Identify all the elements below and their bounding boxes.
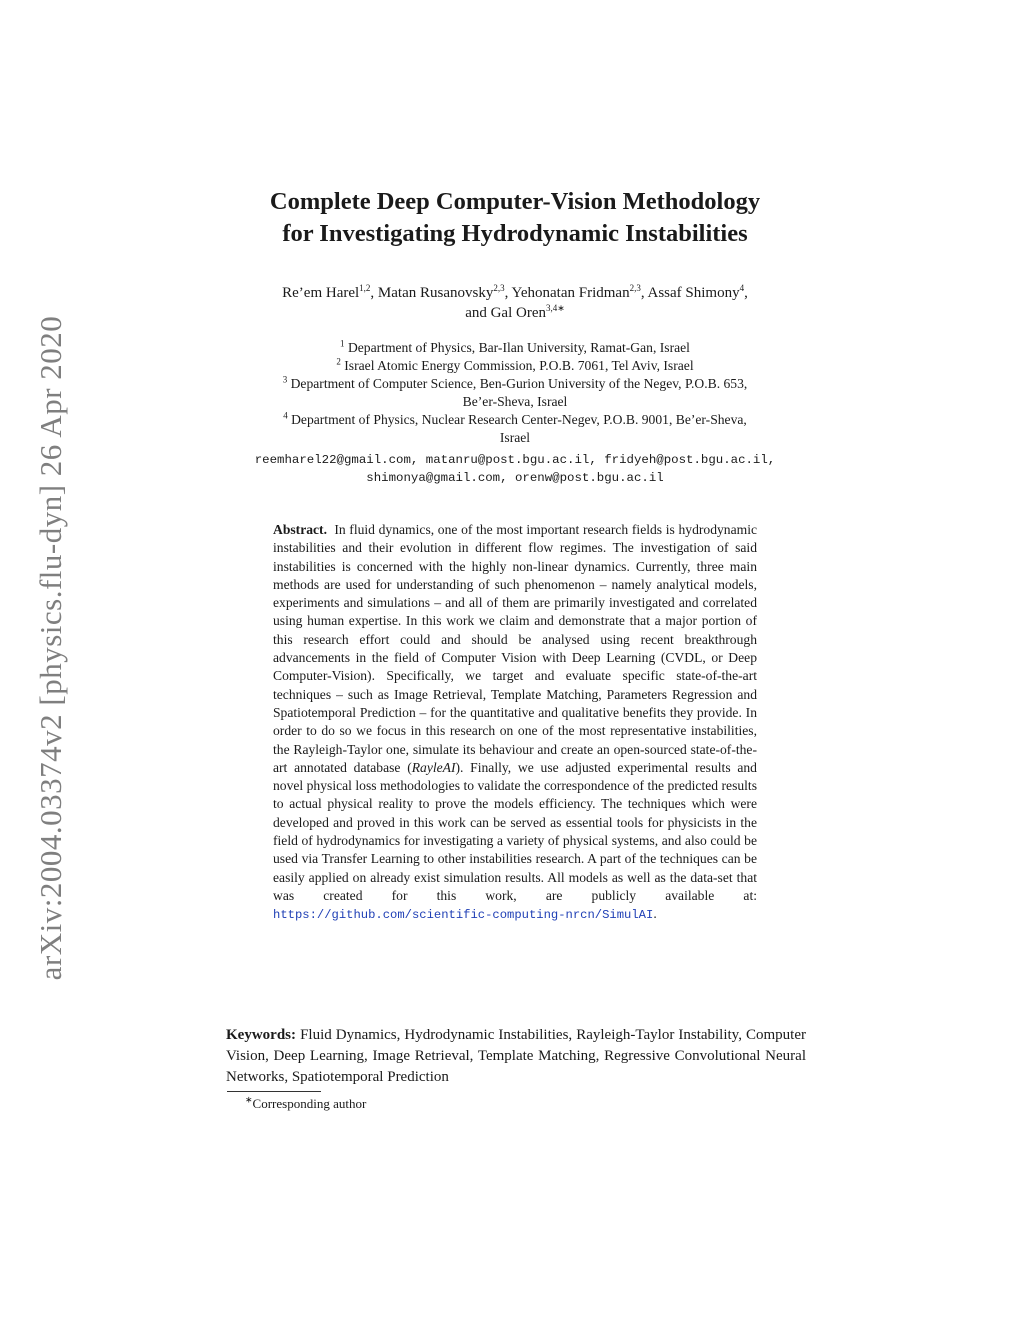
arxiv-identifier: arXiv:2004.03374v2 [physics.flu-dyn] 26 Apr 2020	[33, 315, 68, 981]
author-name: Re’em Harel	[282, 285, 360, 301]
abstract-label: Abstract.	[273, 522, 327, 537]
authors-line-1	[170, 283, 860, 303]
email-line-2: shimonya@gmail.com, orenw@post.bgu.ac.il	[366, 471, 664, 485]
footnote-text: Corresponding author	[252, 1096, 367, 1111]
keywords-label: Keywords:	[226, 1027, 296, 1043]
author-affil-sup: 2,3	[493, 283, 505, 293]
authors-line-2	[170, 303, 860, 323]
email-line-1: reemharel22@gmail.com, matanru@post.bgu.ac.il, fridyeh@post.bgu.ac.il,	[254, 453, 776, 467]
affiliation-text: Department of Physics, Nuclear Research Center-Negev, P.O.B. 9001, Be’er-Sheva,	[291, 412, 747, 427]
affiliation-number: 1	[340, 338, 345, 349]
affiliation-4-continued: Israel	[499, 430, 531, 445]
abstract-text-continued: ). Finally, we use adjusted experimental results and novel physical loss methodologies to validate the correspondence of the predicted results to actual physical reality to prove the models efficiency. The techniques which were developed and proved in this work can be served as essential tools for physicists in the field of hydrodynamics for investigating a variety of physical systems, and also could be used via Transfer Learning to other instabilities research. A part of the techniques can be easily applied on already exist simulation results. All models as well as the data-set that was created for this work, are publicly available at:	[273, 759, 757, 903]
title-line-1: Complete Deep Computer-Vision Methodology	[269, 188, 761, 215]
keywords-text: Fluid Dynamics, Hydrodynamic Instabilities, Rayleigh-Taylor Instability, Computer Vision, Deep Learning, Image Retrieval, Template Matching, Regressive Convolutional Neural Networks, Spatiotemporal Prediction	[226, 1027, 807, 1085]
paper-title	[150, 186, 880, 250]
author-affil-sup: 1,2	[359, 283, 371, 293]
author-name: , Assaf Shimony	[640, 285, 740, 301]
affiliation-text: Department of Computer Science, Ben-Gurion University of the Negev, P.O.B. 653,	[290, 376, 748, 391]
affiliation-text: Israel Atomic Energy Commission, P.O.B. 7061, Tel Aviv, Israel	[344, 358, 694, 373]
affiliation-3	[170, 375, 860, 393]
database-name: RayleAI	[411, 759, 456, 775]
abstract	[273, 521, 757, 925]
author-affil-sup: 4	[739, 283, 745, 293]
affiliation-2	[170, 357, 860, 375]
author-name: and Gal Oren	[465, 305, 546, 321]
affiliation-list	[170, 339, 860, 447]
author-name: , Matan Rusanovsky	[370, 285, 494, 301]
abstract-link-tail: .	[653, 906, 657, 922]
affiliation-4	[170, 411, 860, 429]
affiliation-3-continued: Be’er-Sheva, Israel	[462, 394, 568, 409]
affiliation-number: 2	[336, 356, 341, 367]
author-name: , Yehonatan Fridman	[504, 285, 630, 301]
author-separator: ,	[744, 285, 748, 301]
affiliation-text: Department of Physics, Bar-Ilan University, Ramat-Gan, Israel	[347, 340, 690, 355]
affiliation-number: 3	[282, 374, 288, 385]
abstract-text: In fluid dynamics, one of the most important research fields is hydrodynamic instabilities and their evolution in different flow regimes. The investigation of said instabilities is concerned with the highly non-linear dynamics. Currently, three main methods are used for understanding of such phenomenon – namely analytical models, experiments and simulations – and all of them are primarily investigated and correlated using human expertise. In this work we claim and demonstrate that a major portion of this research effort could and should be analysed using recent breakthrough advancements in the field of Computer Vision with Deep Learning (CVDL, or Deep Computer-Vision). Specifically, we target and evaluate specific state-of-the-art techniques – such as Image Retrieval, Template Matching, Parameters Regression and Spatiotemporal Prediction – for the quantitative and qualitative benefits they provide. In order to do so we focus in this research on one of the most representative instabilities, the Rayleigh-Taylor one, simulate its behaviour and create an open-sourced state-of-the-art annotated database (	[273, 522, 758, 775]
footnote	[245, 1095, 366, 1113]
keywords	[226, 1025, 806, 1088]
affiliation-1	[170, 339, 860, 357]
github-link[interactable]: https://github.com/scientific-computing-nrcn/SimulAI	[273, 908, 654, 923]
title-line-2: for Investigating Hydrodynamic Instabilities	[282, 220, 748, 247]
affiliation-number: 4	[283, 410, 288, 421]
author-list	[170, 283, 860, 323]
footnote-rule	[227, 1091, 321, 1092]
footnote-mark: ∗	[245, 1094, 253, 1105]
author-affil-sup: 3,4∗	[546, 303, 565, 313]
author-affil-sup: 2,3	[629, 283, 641, 293]
email-list	[150, 451, 880, 487]
